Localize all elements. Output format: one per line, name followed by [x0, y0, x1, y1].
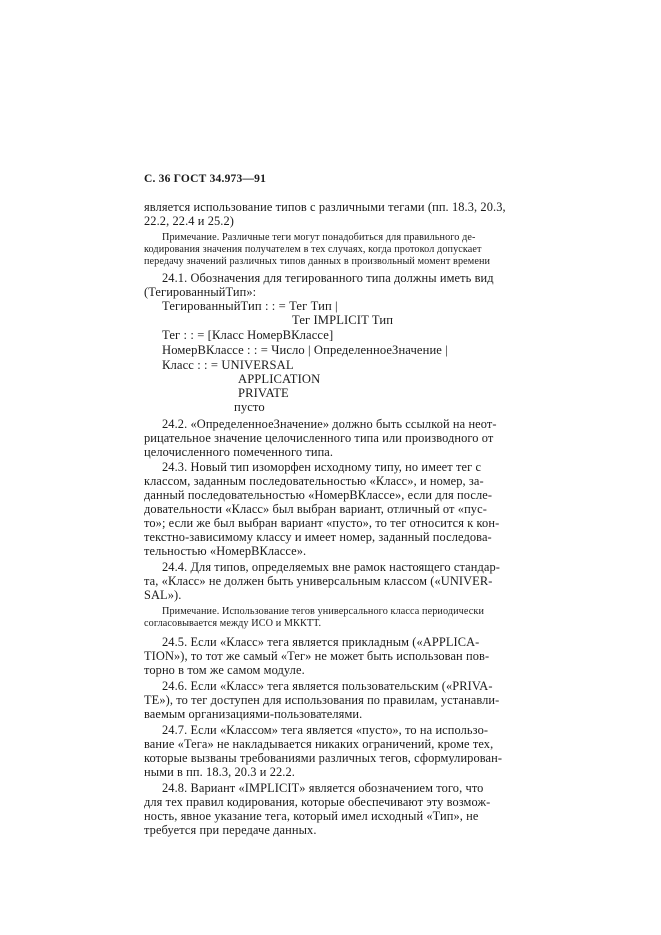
para-24-1-line: (ТегированныйТип»:	[144, 285, 257, 299]
note-2-line: Примечание. Использование тегов универсального класса периодически	[162, 606, 485, 617]
para-24-3-line: текстно-зависимому классу и имеет номер, заданный последова-	[144, 530, 492, 544]
para-24-8-line: для тех правил кодирования, которые обеспечивают эту возмож-	[144, 795, 491, 809]
para-24-4-line: 24.4. Для типов, определяемых вне рамок настоящего стандар-	[162, 560, 501, 574]
syntax-class-application: APPLICATION	[238, 372, 321, 386]
intro-line-2: 22.2, 22.4 и 25.2)	[144, 214, 234, 228]
page-header: С. 36 ГОСТ 34.973—91	[144, 173, 267, 185]
syntax-class-empty: пусто	[234, 400, 265, 414]
para-24-7-line: 24.7. Если «Классом» тега является «пусто», то на использо-	[162, 723, 489, 737]
para-24-5-line: торно в том же самом модуле.	[144, 663, 305, 677]
syntax-number: НомерВКлассе : : = Число | ОпределенноеЗначение |	[162, 343, 448, 357]
para-24-5-line: TION»), то тот же самый «Тег» не может быть использован пов-	[144, 649, 490, 663]
para-24-5-line: 24.5. Если «Класс» тега является прикладным («APPLICA-	[162, 635, 480, 649]
para-24-6-line: TE»), то тег доступен для использования по правилам, устанавли-	[144, 693, 500, 707]
syntax-class: Класс : : = UNIVERSAL	[162, 358, 294, 372]
syntax-tagged-type: ТегированныйТип : : = Тег Тип |	[162, 299, 338, 313]
note-1-line: кодирования значения получателем в тех случаях, когда протокол допускает	[144, 244, 482, 255]
para-24-3-line: классом, заданным последовательностью «Класс», и номер, за-	[144, 474, 484, 488]
para-24-3-line: то»; если же был выбран вариант «пусто», то тег относится к кон-	[144, 516, 500, 530]
para-24-1-line: 24.1. Обозначения для тегированного типа должны иметь вид	[162, 271, 494, 285]
note-1-line: передачу значений различных типов данных в произвольный момент времени	[144, 256, 491, 267]
para-24-7-line: ными в пп. 18.3, 20.3 и 22.2.	[144, 765, 296, 779]
syntax-tagged-implicit: Тег IMPLICIT Тип	[292, 313, 394, 327]
para-24-3-line: данный последовательностью «НомерВКлассе», если для после-	[144, 488, 493, 502]
para-24-4-line: SAL»).	[144, 588, 182, 602]
para-24-2-line: целочисленного помеченного типа.	[144, 445, 334, 459]
note-2-line: согласовывается между ИСО и МККТТ.	[144, 618, 322, 629]
note-1-line: Примечание. Различные теги могут понадобиться для правильного де-	[162, 232, 476, 243]
para-24-3-line: довательности «Класс» был выбран вариант, отличный от «пус-	[144, 502, 487, 516]
para-24-7-line: вание «Тега» не накладывается никаких ограничений, кроме тех,	[144, 737, 494, 751]
para-24-2-line: рицательное значение целочисленного типа или производного от	[144, 431, 494, 445]
para-24-7-line: которые вызваны требованиями различных тегов, сформулирован-	[144, 751, 503, 765]
para-24-8-line: требуется при передаче данных.	[144, 823, 317, 837]
para-24-8-line: ность, явное указание тега, который имел исходный «Тип», не	[144, 809, 479, 823]
para-24-4-line: та, «Класс» не должен быть универсальным классом («UNIVER-	[144, 574, 493, 588]
syntax-class-private: PRIVATE	[238, 386, 289, 400]
para-24-3-line: тельностью «НомерВКлассе».	[144, 544, 307, 558]
para-24-6-line: ваемым организациями-пользователями.	[144, 707, 363, 721]
para-24-3-line: 24.3. Новый тип изоморфен исходному типу, но имеет тег с	[162, 460, 482, 474]
para-24-8-line: 24.8. Вариант «IMPLICIT» является обозначением того, что	[162, 781, 484, 795]
intro-line-1: является использование типов с различными тегами (пп. 18.3, 20.3,	[144, 200, 506, 214]
para-24-6-line: 24.6. Если «Класс» тега является пользовательским («PRIVA-	[162, 679, 493, 693]
syntax-tag: Тег : : = [Класс НомерВКлассе]	[162, 328, 334, 342]
para-24-2-line: 24.2. «ОпределенноеЗначение» должно быть ссылкой на неот-	[162, 417, 497, 431]
